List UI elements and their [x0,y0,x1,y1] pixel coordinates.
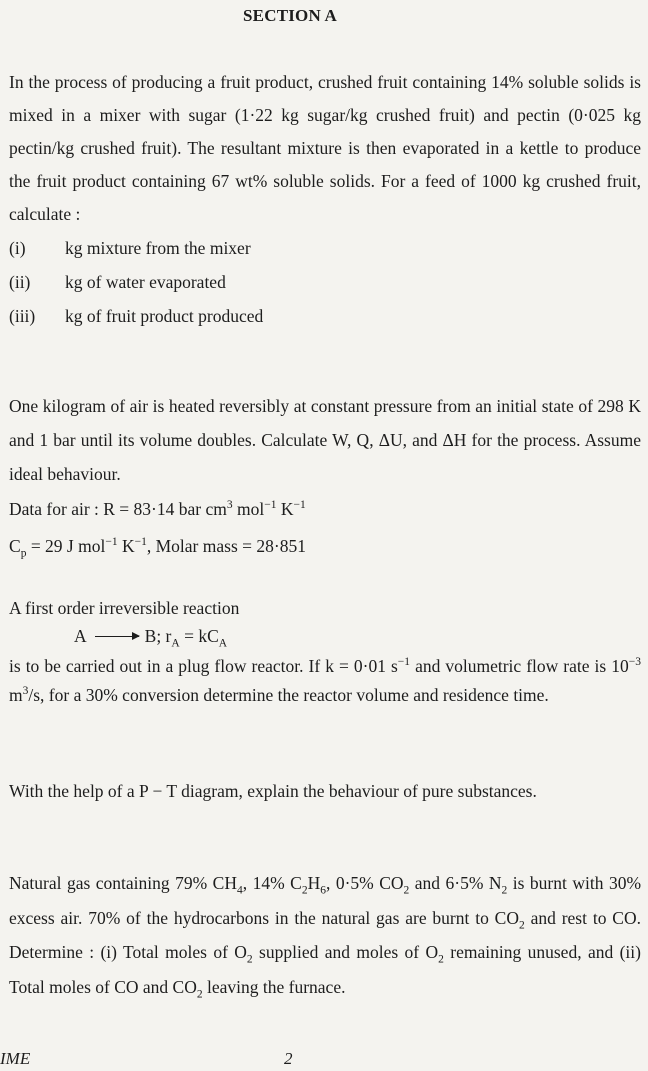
footer-page-number: 2 [284,1049,293,1068]
question-air-text: One kilogram of air is heated reversibly at constant pressure from an initial state of 298 K and 1 bar until its volume doubles. Calculate W, Q, ΔU, and ΔH for the process. Assume ideal behaviour. [9,396,641,484]
question-fruit-product [9,66,641,333]
question-pt-diagram: With the help of a P − T diagram, explain the behaviour of pure substances. [9,781,537,801]
air-data-cp: $C_p = 29$ J mol$^{-1}$ $K^{-1}$, Molar mass = 28·851 [9,536,306,560]
question-pfr [9,596,641,710]
air-data-r: Data for air : R = 83·14 bar $cm^3$ mol$^{-1}$ $K^{-1}$ [9,499,306,519]
question-air-heating [9,389,641,565]
footer-exam-code: IME [0,1049,31,1068]
list-item: (iii) kg of fruit product produced [9,306,264,326]
reaction-arrow-icon [95,636,139,637]
reaction-equation: A B; $r_A = kC_A$ [74,626,228,650]
list-item: (i) kg mixture from the mixer [9,238,251,258]
question-natural-gas: Natural gas containing 79% $CH_4$, 14% $C_2H_6$, 0·5% $CO_2$ and 6·5% $N_2$ is burnt with 30% excess air. 70% of the hydrocarbons in the natural gas are burnt to $CO_2$ and rest to CO. Determine : (i) Total moles of $O_2$ supplied and moles of $O_2$ remaining unused, and (ii) Total moles of CO and $CO_2$ leaving the furnace. [9,873,642,1000]
question-pfr-text: is to be carried out in a plug flow reactor. If k = 0·01 $s^{-1}$ and volumetric flow rate is $10^{-3}$ $m^3/s$, for a 30% conversion determine the reactor volume and residence time. [9,656,641,705]
section-title: SECTION A [243,6,337,25]
list-item: (ii) kg of water evaporated [9,272,226,292]
question-fruit-text: In the process of producing a fruit product, crushed fruit containing 14% soluble solids is mixed in a mixer with sugar (1·22 kg sugar/kg crushed fruit) and pectin (0·025 kg pectin/kg crushed fruit). The resultant mixture is then evaporated in a kettle to produce the fruit product containing 67 wt% soluble solids. For a feed of 1000 kg crushed fruit, calculate : [9,72,641,224]
question-pfr-intro: A first order irreversible reaction [9,598,240,618]
